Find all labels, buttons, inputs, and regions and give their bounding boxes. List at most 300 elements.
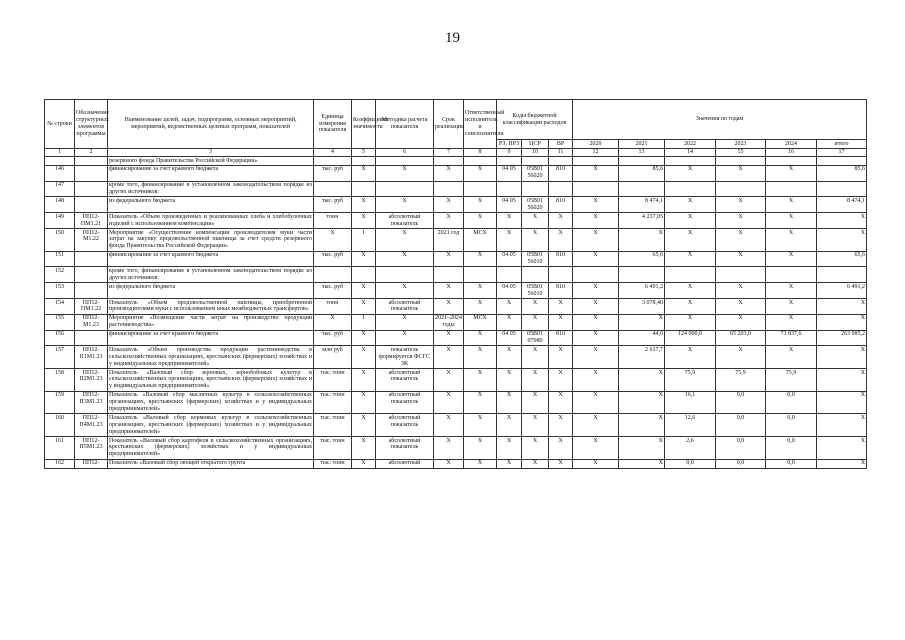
unit: тыс. руб [314,251,352,267]
value-2020: X [573,346,619,369]
value-total [817,181,867,197]
responsible: X [464,197,497,213]
method [376,181,434,197]
header-year-2024: 2024 [766,140,817,149]
code-csr: 05В01 56010 [522,251,549,267]
value-2023: X [716,165,766,181]
table-row [45,165,867,181]
code-rz: X [497,229,522,252]
method [376,267,434,283]
item-name: резервного фонда Правительства Российской Федерации» [108,157,314,166]
coefficient: X [352,283,376,299]
term: X [434,251,464,267]
term: X [434,213,464,229]
value-2022: X [665,229,716,252]
code-vr [549,157,573,166]
unit: тыс. руб [314,197,352,213]
code-rz: X [497,459,522,468]
value-2023: X [716,229,766,252]
header-responsible: Ответственный исполнитель и соисполнители [464,100,497,149]
header-code-vr: ВР [549,140,573,149]
column-number: 17 [817,149,867,157]
table-row [45,283,867,299]
structural-code: ПП12-П1М1.23 [75,346,108,369]
code-csr: 05В01 56020 [522,165,549,181]
column-number: 13 [619,149,665,157]
code-vr: X [549,437,573,460]
code-rz: 04 05 [497,283,522,299]
responsible [464,267,497,283]
coefficient [352,267,376,283]
value-total: X [817,369,867,392]
structural-code [75,165,108,181]
value-2023: X [716,197,766,213]
method: X [376,165,434,181]
term: X [434,165,464,181]
value-2022 [665,267,716,283]
code-rz: X [497,414,522,437]
responsible: X [464,369,497,392]
value-2024: X [766,251,817,267]
responsible: X [464,414,497,437]
coefficient [352,157,376,166]
method: X [376,314,434,330]
item-name: Показатель «Объем продовольственной пшеницы, приобретенной производителями муки с использованием иных межбюджетных трансфертов» [109,299,312,313]
structural-code: ПП12-П2М1.23 [75,369,108,392]
value-2020: X [573,165,619,181]
code-rz: X [497,299,522,315]
method: абсолютный показатель [376,369,434,392]
table-row [45,437,867,460]
value-2024 [766,157,817,166]
method: абсолютный показатель [376,437,434,460]
header-coefficient: Коэффициент значимости [352,100,376,149]
row-number: 150 [45,229,75,252]
table-row [45,251,867,267]
coefficient: X [352,437,376,460]
value-total: 263 085,2 [817,330,867,346]
structural-code: ПП12-М1.23 [75,314,108,330]
value-2023 [716,267,766,283]
item-name: Мероприятие «Возмещение части затрат на производство продукции растениеводства» [109,315,312,329]
value-2023: X [716,299,766,315]
column-number: 6 [376,149,434,157]
column-number: 2 [75,149,108,157]
responsible [464,181,497,197]
item-name: Показатель «Объем произведенных и реализованных хлеба и хлебобулочных изделий с использованием компенсации» [109,213,312,227]
code-csr: X [522,229,549,252]
responsible: X [464,459,497,468]
value-2024: X [766,346,817,369]
method: абсолютный показатель [376,213,434,229]
value-total: X [817,414,867,437]
value-2024: 0,0 [766,414,817,437]
code-vr: 810 [549,251,573,267]
value-2021 [619,181,665,197]
value-2021: 2 617,7 [619,346,665,369]
code-csr: X [522,414,549,437]
table-row [45,213,867,229]
value-total: X [817,213,867,229]
coefficient: 1 [352,229,376,252]
table-row [45,314,867,330]
row-number: 159 [45,391,75,414]
item-name: Показатель «Валовый сбор картофеля в сельскохозяйственных организациях, крестьянских (фермерских) хозяйствах и у индивидуальных предпринимателей» [109,437,312,458]
header-structural-element: Обозначение структурных элементов программы [75,100,108,149]
code-vr: X [549,346,573,369]
column-number: 14 [665,149,716,157]
coefficient: X [352,346,376,369]
code-vr: 810 [549,330,573,346]
coefficient: X [352,213,376,229]
value-2022: X [665,283,716,299]
value-2023: X [716,283,766,299]
value-total: X [817,346,867,369]
value-2023: X [716,314,766,330]
value-2020: X [573,391,619,414]
coefficient: X [352,391,376,414]
term: X [434,459,464,468]
row-number: 158 [45,369,75,392]
item-name: кроме того, финансирование в установленном законодательством порядке из других источников: [109,267,312,281]
item-name: Показатель «Валовый сбор овощей открытого грунта [108,459,314,468]
row-number: 155 [45,314,75,330]
row-number: 152 [45,267,75,283]
value-2022: 12,6 [665,414,716,437]
code-vr: 810 [549,197,573,213]
column-number: 3 [108,149,314,157]
value-2023: 0,0 [716,391,766,414]
item-name: Показатель «Валовый сбор масличных культур в сельскохозяйственных организациях, крестьянских (фермерских) хозяйствах и у индивидуальных предпринимателей» [109,392,312,412]
term: X [434,330,464,346]
row-number: 160 [45,414,75,437]
coefficient: X [352,414,376,437]
structural-code: ПП12-ПМ1.22 [75,299,108,315]
coefficient: X [352,251,376,267]
term: X [434,283,464,299]
row-number: 146 [45,165,75,181]
row-number: 153 [45,283,75,299]
value-2023: X [716,346,766,369]
row-number: 147 [45,181,75,197]
value-2021: 85,6 [619,165,665,181]
term: X [434,369,464,392]
table-row [45,267,867,283]
structural-code [75,197,108,213]
value-total: X [817,459,867,468]
column-number-row [45,149,867,157]
responsible: X [464,391,497,414]
value-total: 8 474,1 [817,197,867,213]
code-rz [497,181,522,197]
unit: тыс. руб [314,283,352,299]
value-2021: X [619,459,665,468]
method: X [376,283,434,299]
responsible: X [464,283,497,299]
item-name: из федерального бюджета [108,197,314,213]
column-number: 15 [716,149,766,157]
value-total: 85,6 [817,165,867,181]
code-csr [522,157,549,166]
term: X [434,391,464,414]
value-2022: 2,6 [665,437,716,460]
value-2022: X [665,314,716,330]
code-vr: X [549,459,573,468]
value-total [817,267,867,283]
value-2021: 65,6 [619,251,665,267]
unit: млн руб [314,346,352,369]
responsible: X [464,346,497,369]
value-2024: X [766,299,817,315]
value-2022: X [665,299,716,315]
header-year-2021: 2021 [619,140,665,149]
header-code-rz: РЗ, ПРЗ [497,140,522,149]
code-rz: X [497,213,522,229]
value-2021: X [619,414,665,437]
value-2022 [665,181,716,197]
row-number [45,157,75,166]
value-2020: X [573,229,619,252]
structural-code [75,330,108,346]
unit: тыс. тонн [314,459,352,468]
term [434,157,464,166]
structural-code: ПП12-П5М1.23 [75,437,108,460]
header-row-number: № строки [45,100,75,149]
value-total: X [817,229,867,252]
value-2024: X [766,197,817,213]
code-vr: 810 [549,283,573,299]
column-number: 10 [522,149,549,157]
code-csr: X [522,369,549,392]
value-2021: X [619,369,665,392]
value-2022: X [665,346,716,369]
responsible: МСХ [464,229,497,252]
value-2024: 0,0 [766,437,817,460]
value-2020 [573,181,619,197]
value-total: X [817,299,867,315]
row-number: 157 [45,346,75,369]
term [434,181,464,197]
code-csr: X [522,314,549,330]
header-method: Методика расчета показателя [376,100,434,149]
code-csr: X [522,437,549,460]
value-total: 6 491,2 [817,283,867,299]
code-vr: X [549,391,573,414]
term: 2021 год [434,229,464,252]
table-row [45,197,867,213]
item-name: финансирование за счет краевого бюджета [108,165,314,181]
value-2021: X [619,314,665,330]
code-rz: X [497,391,522,414]
code-vr: X [549,314,573,330]
coefficient: X [352,330,376,346]
code-csr: X [522,459,549,468]
value-2020: X [573,437,619,460]
value-2020: X [573,213,619,229]
value-2024 [766,267,817,283]
method: абсолютный [376,459,434,468]
value-2023: 0,0 [716,414,766,437]
term: X [434,299,464,315]
structural-code: ПП12-ПМ1.21 [75,213,108,229]
code-vr: X [549,213,573,229]
method: X [376,197,434,213]
value-2021 [619,157,665,166]
coefficient: 1 [352,314,376,330]
unit [314,267,352,283]
term: X [434,414,464,437]
method [376,157,434,166]
value-2022: 124 000,0 [665,330,716,346]
method: X [376,229,434,252]
column-number: 11 [549,149,573,157]
value-2022: 75,9 [665,369,716,392]
value-2021 [619,267,665,283]
value-2021: 6 491,2 [619,283,665,299]
code-vr [549,267,573,283]
responsible: X [464,299,497,315]
header-unit: Единица измерения показателя [314,100,352,149]
value-2022: X [665,213,716,229]
item-name: финансирование за счет краевого бюджета [108,330,314,346]
responsible: X [464,437,497,460]
method: показатель формируется ФСГС ЗК [376,346,434,369]
value-2023: 0,0 [716,437,766,460]
term: 2021–2024 годы [435,315,462,329]
table-row [45,346,867,369]
value-2024: X [766,165,817,181]
code-vr: 810 [549,165,573,181]
method: абсолютный показатель [376,414,434,437]
value-2021: 8 474,1 [619,197,665,213]
coefficient: X [352,197,376,213]
unit: тыс. руб [314,165,352,181]
unit: тонн [314,213,352,229]
item-name: из федерального бюджета [108,283,314,299]
row-number: 161 [45,437,75,460]
value-2023 [716,181,766,197]
code-rz: X [497,314,522,330]
item-name: финансирование за счет краевого бюджета [108,251,314,267]
unit: тыс. тонн [314,391,352,414]
value-2024: 0,0 [766,459,817,468]
value-2023: X [716,251,766,267]
column-number: 4 [314,149,352,157]
row-number: 154 [45,299,75,315]
code-rz: X [497,437,522,460]
unit: тыс. тонн [314,414,352,437]
program-table [44,99,867,469]
structural-code: ПП12-М1.22 [75,229,108,252]
value-total: X [817,391,867,414]
value-2020: X [573,330,619,346]
value-2022: X [665,165,716,181]
value-2023: X [716,213,766,229]
header-values-by-year: Значения по годам [573,100,867,140]
unit: тонн [314,299,352,315]
value-2024: X [766,213,817,229]
code-csr [522,267,549,283]
value-2023: 0,0 [716,459,766,468]
header-budget-codes: Коды бюджетной классификации расходов [497,100,573,140]
value-2021: X [619,391,665,414]
value-2022: X [665,251,716,267]
code-vr: X [549,414,573,437]
row-number: 148 [45,197,75,213]
table-row [45,369,867,392]
value-2022: 16,1 [665,391,716,414]
unit: X [314,229,352,252]
table-row [45,330,867,346]
code-rz: 04 05 [497,197,522,213]
code-rz: 04 05 [497,330,522,346]
value-2021: 4 237,05 [619,213,665,229]
column-number: 7 [434,149,464,157]
code-rz: X [497,346,522,369]
header-year-2022: 2022 [665,140,716,149]
code-rz: 04 05 [497,251,522,267]
column-number: 16 [766,149,817,157]
responsible [464,157,497,166]
value-2021: 44,6 [619,330,665,346]
unit: тыс. тонн [314,437,352,460]
coefficient: X [352,299,376,315]
value-2021: X [619,229,665,252]
code-rz: 04 05 [497,165,522,181]
table-row [45,229,867,252]
structural-code [75,267,108,283]
row-number: 156 [45,330,75,346]
row-number: 162 [45,459,75,468]
value-2020 [573,267,619,283]
value-2020: X [573,314,619,330]
value-2024 [766,181,817,197]
page-number: 19 [445,30,460,46]
column-number: 9 [497,149,522,157]
code-csr [522,181,549,197]
value-2024: 0,0 [766,391,817,414]
value-2020: X [573,459,619,468]
value-2024: 75,9 [766,369,817,392]
value-2024: X [766,229,817,252]
header-year-2020: 2020 [573,140,619,149]
code-csr: 05В01 07080 [522,330,549,346]
item-name: кроме того, финансирование в установленном законодательством порядке из других источников: [109,182,312,196]
item-name: Показатель «Валовый сбор кормовых культур в сельскохозяйственных организациях, крестьянских (фермерских) хозяйствах и у индивидуальных предпринимателей» [109,414,312,435]
method: X [376,330,434,346]
coefficient: X [352,165,376,181]
unit [314,181,352,197]
column-number: 5 [352,149,376,157]
header-code-csr: ЦСР [522,140,549,149]
value-2024: X [766,283,817,299]
method: абсолютный показатель [376,299,434,315]
table-row [45,157,867,166]
term: X [434,346,464,369]
method: абсолютный показатель [376,391,434,414]
column-number: 1 [45,149,75,157]
header-year-2023: 2023 [716,140,766,149]
unit [314,157,352,166]
value-2023: 75,9 [716,369,766,392]
table-row [45,391,867,414]
header-name: Наименование целей, задач, подпрограмм, основных мероприятий, мероприятий, ведомственных целевых программ, показателей [108,100,314,149]
value-2020: X [573,251,619,267]
structural-code [75,283,108,299]
value-2020: X [573,369,619,392]
term [434,267,464,283]
value-2024: X [766,314,817,330]
